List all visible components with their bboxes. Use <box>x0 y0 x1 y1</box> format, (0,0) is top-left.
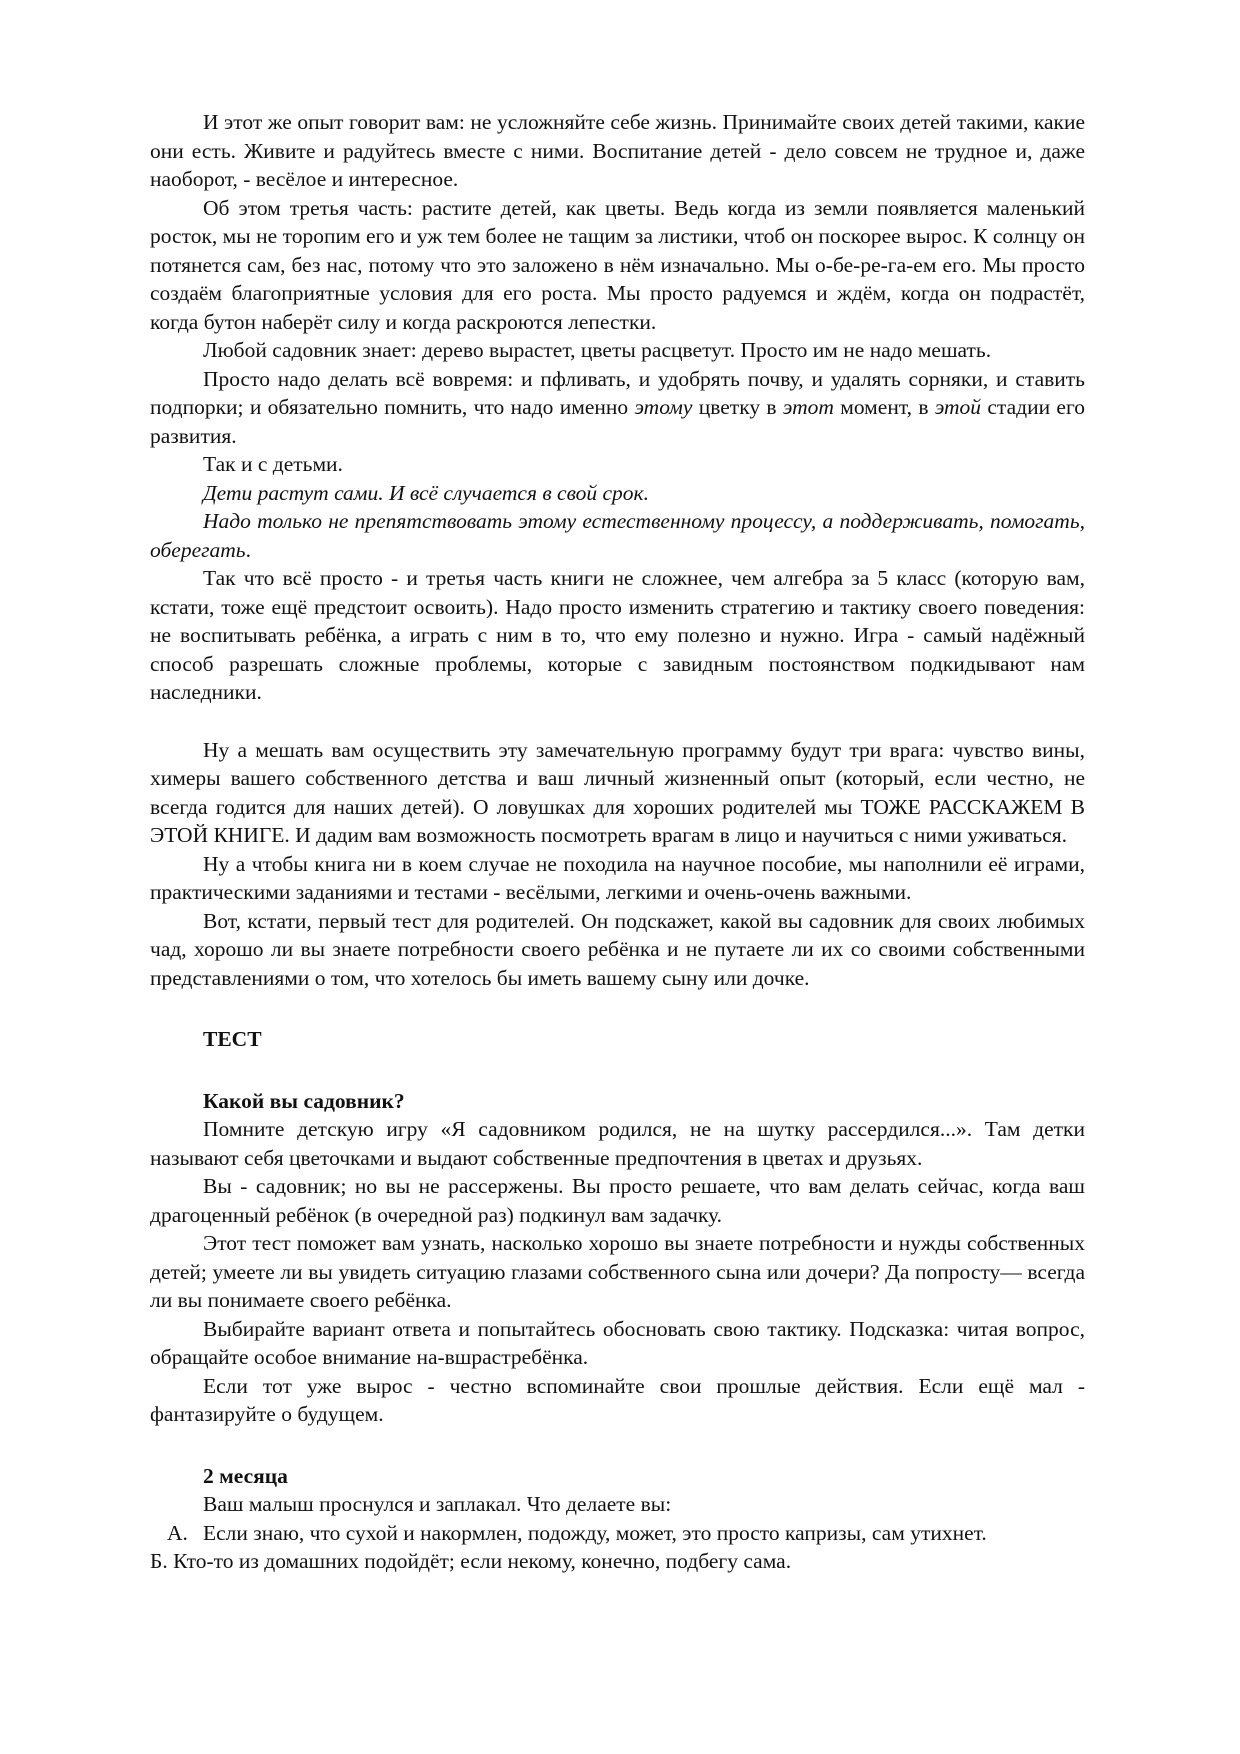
italic-run: Надо только не препятствовать этому естественному процессу, а поддерживать, помогать, оберегать <box>150 509 1085 562</box>
option-letter: А. <box>167 1520 188 1545</box>
text-run: . <box>245 537 251 562</box>
text-run: цветку в <box>692 395 783 419</box>
spacer <box>150 992 1085 1025</box>
question: Ваш малыш проснулся и заплакал. Что делаете вы: <box>203 1492 672 1516</box>
paragraph: Так и с детьми. <box>203 452 343 476</box>
paragraph: Ну а мешать вам осуществить эту замечательную программу будут три врага: чувство вины, химеры вашего собственного детства и ваш личный жизненный опыт (который, если честно, не всегда годится для наших детей). О ловушках для хороших родителей мы ТОЖЕ РАССКАЖЕМ В ЭТОЙ КНИГЕ. И дадим вам возможность посмотреть врагам в лицо и научиться с ними уживаться. <box>150 737 1085 847</box>
paragraph: Так что всё просто - и третья часть книги не сложнее, чем алгебра за 5 класс (которую вам, кстати, тоже ещё предстоит освоить). Надо просто изменить стратегию и тактику своего поведения: не воспитывать ребёнка, а играть с ним в то, что ему полезно и нужно. Игра - самый надёжный способ разрешать сложные проблемы, которые с завидным постоянством подкидывают нам наследники. <box>150 566 1085 704</box>
answer-option-a <box>150 1519 1085 1548</box>
option-text: Если знаю, что сухой и накормлен, подожду, может, это просто капризы, сам утихнет. <box>203 1520 987 1545</box>
paragraph: Ну а чтобы книга ни в коем случае не походила на научное пособие, мы наполнили её играми, практическими заданиями и тестами - весёлыми, легкими и очень-очень важными. <box>150 851 1085 904</box>
spacer <box>150 707 1085 736</box>
text-run: стадии его развития. <box>150 395 1085 448</box>
paragraph: Выбирайте вариант ответа и попытайтесь обосновать свою тактику. Подсказка: читая вопрос, обращайте особое внимание на-вшрастребёнка. <box>150 1316 1085 1369</box>
paragraph: Вот, кстати, первый тест для родителей. Он подскажет, какой вы садовник для своих любимых чад, хорошо ли вы знаете потребности своего ребёнка и не путаете ли их со своими собственными представлениями о том, что хотелось бы иметь вашему сыну или дочке. <box>150 908 1085 990</box>
test-heading: ТЕСТ <box>203 1027 262 1051</box>
italic-run: Дети растут сами. И всё случается в свой срок. <box>203 480 649 505</box>
paragraph: Любой садовник знает: дерево вырастет, цветы расцветут. Просто им не надо мешать. <box>203 338 992 362</box>
answer-option-b: Б. Кто-то из домашних подойдёт; если некому, конечно, подбегу сама. <box>150 1549 792 1573</box>
paragraph: Этот тест поможет вам узнать, насколько хорошо вы знаете потребности и нужды собственных детей; умеете ли вы увидеть ситуацию глазами собственного сына или дочери? Да попросту— всегда ли вы понимаете своего ребёнка. <box>150 1231 1085 1312</box>
italic-run: этот <box>782 395 834 419</box>
paragraph: Об этом третья часть: растите детей, как цветы. Ведь когда из земли появляется маленький росток, мы не торопим его и уж тем более не тащим за листики, чтоб он поскорее вырос. К солнцу он потянется сам, без нас, потому что это заложено в нём изначально. Мы о-бе-ре-га-ем его. Мы просто создаём благоприятные условия для его роста. Мы просто радуемся и ждём, когда он подрастёт, когда бутон наберёт силу и когда раскроются лепестки. <box>150 195 1085 334</box>
paragraph: Вы - садовник; но вы не рассержены. Вы просто решаете, что вам делать сейчас, когда ваш драгоценный ребёнок (в очередной раз) подкинул вам задачку. <box>150 1174 1085 1227</box>
test-title: Какой вы садовник? <box>203 1088 405 1113</box>
paragraph: Если тот уже вырос - честно вспоминайте свои прошлые действия. Если ещё мал - фантазируйте о будущем. <box>150 1373 1085 1426</box>
text-run: момент, в <box>833 395 935 419</box>
text-run: Просто надо делать всё вовремя: и пфливать, и удобрять почву, и удалять сорняки, и ставить подпорки; и обязательно помнить, что надо именно <box>150 366 1085 419</box>
document-page <box>150 108 1085 1576</box>
spacer <box>150 1429 1085 1462</box>
italic-paragraph <box>150 479 1085 508</box>
italic-paragraph <box>150 507 1085 564</box>
italic-run: этому <box>634 395 693 419</box>
age-heading: 2 месяца <box>203 1463 288 1488</box>
paragraph: Помните детскую игру «Я садовником родился, не на шутку рассердился...». Там детки называют себя цветочками и выдают собственные предпочтения в цветах и друзьях. <box>150 1117 1085 1170</box>
spacer <box>150 1054 1085 1087</box>
paragraph: И этот же опыт говорит вам: не усложняйте себе жизнь. Принимайте своих детей такими, какие они есть. Живите и радуйтесь вместе с ними. Воспитание детей - дело совсем не трудное и, даже наоборот, - весёлое и интересное. <box>150 110 1085 191</box>
italic-run: этой <box>934 395 982 419</box>
paragraph-mixed <box>150 365 1085 451</box>
